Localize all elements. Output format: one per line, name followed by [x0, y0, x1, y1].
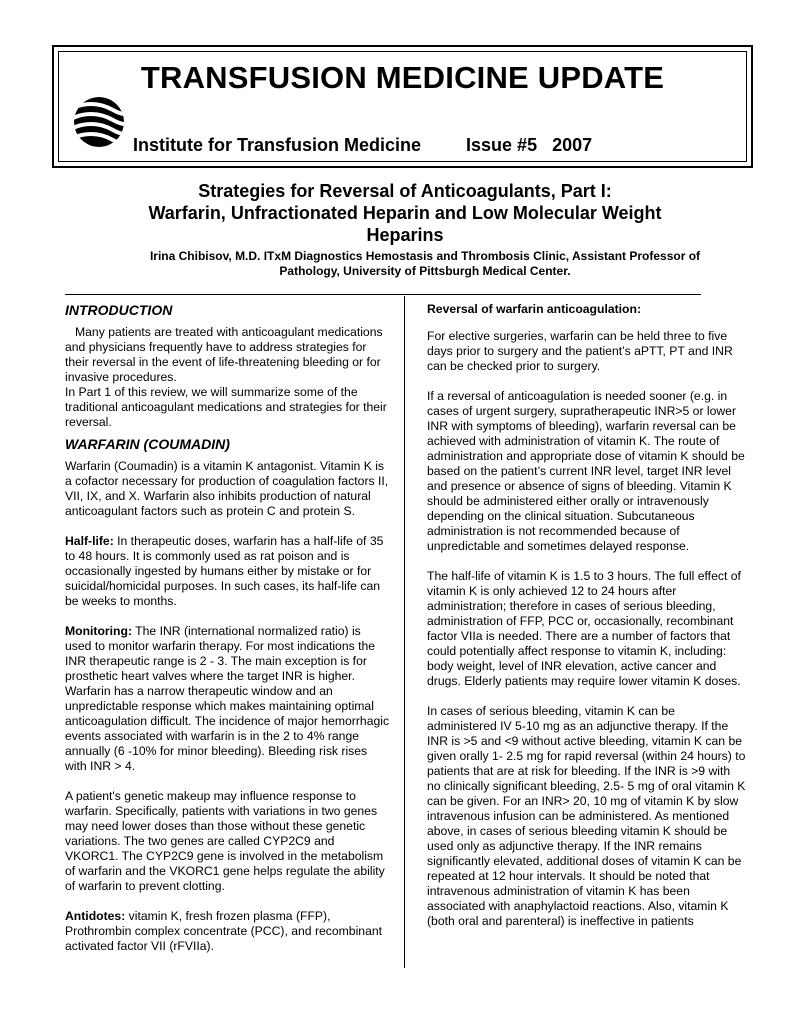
- warfarin-paragraph: Warfarin (Coumadin) is a vitamin K antagonist. Vitamin K is a cofactor necessary for production of coagulation factors II, VII, IX, and X. Warfarin also inhibits production of natural anticoagulant factors such as protein C and protein S.: [65, 459, 389, 518]
- half-life-label: Half-life:: [65, 534, 114, 548]
- author-line-1: Irina Chibisov, M.D. ITxM Diagnostics Hemostasis and Thrombosis Clinic, Assistant Professor of: [149, 249, 701, 263]
- reversal-heading: Reversal of warfarin anticoagulation:: [427, 302, 642, 316]
- article-title-line-3: Heparins: [366, 225, 444, 245]
- article-title-line-1: Strategies for Reversal of Anticoagulants, Part I:: [198, 181, 612, 201]
- antidotes-label: Antidotes:: [65, 909, 126, 923]
- left-column: [65, 302, 390, 969]
- horizontal-divider: [65, 294, 701, 295]
- genetic-paragraph: A patient's genetic makeup may influence response to warfarin. Specifically, patients with variations in two genes may need lower doses than those without these genetic variations. The two genes are called CYP2C9 and VKORC1. The CYP2C9 gene is involved in the metabolism of warfarin and the VKORC1 gene helps regulate the ability of warfarin to prevent clotting.: [65, 789, 385, 893]
- monitoring-paragraph: [65, 624, 390, 774]
- antidotes-text: vitamin K, fresh frozen plasma (FFP), Prothrombin complex concentrate (PCC), and recombinant activated factor VII (rFVIIa).: [65, 909, 383, 953]
- right-column: [427, 302, 747, 944]
- institute-logo-icon: [73, 96, 125, 148]
- half-life-text: In therapeutic doses, warfarin has a half-life of 35 to 48 hours. It is commonly used as rat poison and is occasionally ingested by humans either by mistake or for suicidal/homicidal purposes. In such cases, its half-life can be weeks to months.: [65, 534, 384, 608]
- column-divider: [404, 296, 405, 968]
- antidotes-paragraph: [65, 909, 390, 954]
- introduction-paragraph-1: Many patients are treated with anticoagulant medications and physicians frequently have to address strategies for their reversal in the event of life-threatening bleeding or for invasive procedures.: [65, 325, 383, 384]
- institute-issue-line: [133, 135, 592, 156]
- author-line-2: Pathology, University of Pittsburgh Medical Center.: [279, 264, 571, 278]
- monitoring-label: Monitoring:: [65, 624, 133, 638]
- monitoring-text: The INR (international normalized ratio) is used to monitor warfarin therapy. For most indications the INR therapeutic range is 2 - 3. The main exception is for prosthetic heart valves where the target INR is higher. Warfarin has a narrow therapeutic window and an unpredictable response which makes maintaining optimal anticoagulation difficult. The incidence of major hemorrhagic events associated with warfarin is in the 2 to 4% range annually (6 -10% for minor bleeding). Bleeding risk rises with INR > 4.: [65, 624, 390, 773]
- masthead: [58, 51, 747, 162]
- reversal-paragraph-2: If a reversal of anticoagulation is needed sooner (e.g. in cases of urgent surgery, supratherapeutic INR>5 or lower INR with symptoms of bleeding), warfarin reversal can be achieved with administration of vitamin K. The route of administration and appropriate dose of vitamin K should be based on the patient’s current INR level, target INR level and presence or absence of signs of bleeding. Vitamin K should be administered either orally or intravenously depending on the clinical situation. Subcutaneous administration is not recommended because of unpredictable and sometimes delayed response.: [427, 389, 745, 553]
- article-title-line-2: Warfarin, Unfractionated Heparin and Low Molecular Weight: [148, 203, 662, 223]
- introduction-heading: INTRODUCTION: [65, 302, 173, 318]
- newsletter-title: TRANSFUSION MEDICINE UPDATE: [140, 60, 665, 95]
- introduction-paragraph-2: In Part 1 of this review, we will summarize some of the traditional anticoagulant medications and strategies for their reversal.: [65, 385, 387, 429]
- reversal-paragraph-1: For elective surgeries, warfarin can be held three to five days prior to surgery and the patient’s aPTT, PT and INR can be checked prior to surgery.: [427, 329, 733, 373]
- article-title: [60, 180, 750, 246]
- warfarin-heading: WARFARIN (COUMADIN): [65, 436, 230, 452]
- issue-number: Issue #5 2007: [466, 135, 593, 155]
- author-affiliation: [90, 249, 760, 279]
- reversal-paragraph-3: The half-life of vitamin K is 1.5 to 3 hours. The full effect of vitamin K is only achieved 12 to 24 hours after administration; therefore in cases of serious bleeding, administration of FFP, PCC or, occasionally, recombinant factor VIIa is needed. There are a number of factors that could potentially affect response to vitamin K, including: body weight, level of INR elevation, active cancer and drugs. Elderly patients may require lower vitamin K doses.: [427, 569, 741, 688]
- reversal-paragraph-4: In cases of serious bleeding, vitamin K can be administered IV 5-10 mg as an adjunctive therapy. If the INR is >5 and <9 without active bleeding, vitamin K can be given orally 1- 2.5 mg for rapid reversal (within 24 hours) to patients that are at risk for bleeding. If the INR is >9 with no clinically significant bleeding, 2.5- 5 mg of oral vitamin K can be given. For an INR> 20, 10 mg of vitamin K by slow intravenous infusion can be administered. As mentioned above, in cases of serious bleeding vitamin K should be used only as adjunctive therapy. If the INR remains significantly elevated, additional doses of vitamin K can be repeated at 12 hour intervals. It should be noted that intravenous administration of vitamin K has been associated with anaphylactoid reactions. Also, vitamin K (both oral and parenteral) is ineffective in patients: [427, 704, 746, 928]
- institute-name: Institute for Transfusion Medicine: [133, 135, 422, 155]
- half-life-paragraph: [65, 534, 390, 609]
